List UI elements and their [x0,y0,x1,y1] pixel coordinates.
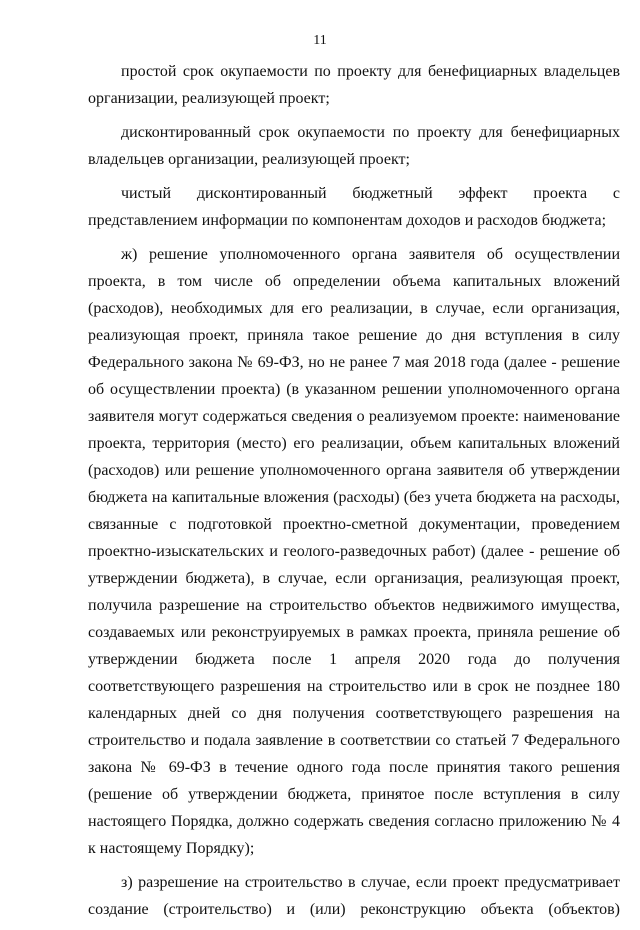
paragraph-discounted-payback: дисконтированный срок окупаемости по проекту для бенефициарных владельцев организации, реализующей проект; [88,124,620,168]
page-number: 11 [313,33,327,48]
paragraph-item-z-permit: з) разрешение на строительство в случае, если проект предусматривает создание (строительство) и (или) реконструкцию объекта (объектов) [88,874,620,918]
document-body [88,58,620,930]
paragraph-budget-effect: чистый дисконтированный бюджетный эффект проекта с представлением информации по компонентам доходов и расходов бюджета; [88,185,620,229]
paragraph-simple-payback: простой срок окупаемости по проекту для бенефициарных владельцев организации, реализующей проект; [88,63,620,107]
paragraph-item-zh-decision: ж) решение уполномоченного органа заявителя об осуществлении проекта, в том числе об определении объема капитальных вложений (расходов), необходимых для его реализации, в случае, если организация, реализующая проект, приняла такое решение до дня вступления в силу Федерального закона № 69-ФЗ, но не ранее 7 мая 2018 года (далее - решение об осуществлении проекта) (в указанном решении уполномоченного органа заявителя могут содержаться сведения о реализуемом проекте: наименование проекта, территория (место) его реализации, объем капитальных вложений (расходов) или решение уполномоченного органа заявителя об утверждении бюджета на капитальные вложения (расходы) (без учета бюджета на расходы, связанные с подготовкой проектно-сметной документации, проведением проектно-изыскательских и геолого-разведочных работ) (далее - решение об утверждении бюджета), в случае, если организация, реализующая проект, получила разрешение на строительство объектов недвижимого имущества, создаваемых или реконструируемых в рамках проекта, приняла решение об утверждении бюджета после 1 апреля 2020 года до получения соответствующего разрешения на строительство или в срок не позднее 180 календарных дней со дня получения соответствующего разрешения на строительство и подала заявление в соответствии со статьей 7 Федерального закона № 69-ФЗ в течение одного года после принятия такого решения (решение об утверждении бюджета, принятое после вступления в силу настоящего Порядка, должно содержать сведения согласно приложению № 4 к настоящему Порядку); [88,246,620,857]
